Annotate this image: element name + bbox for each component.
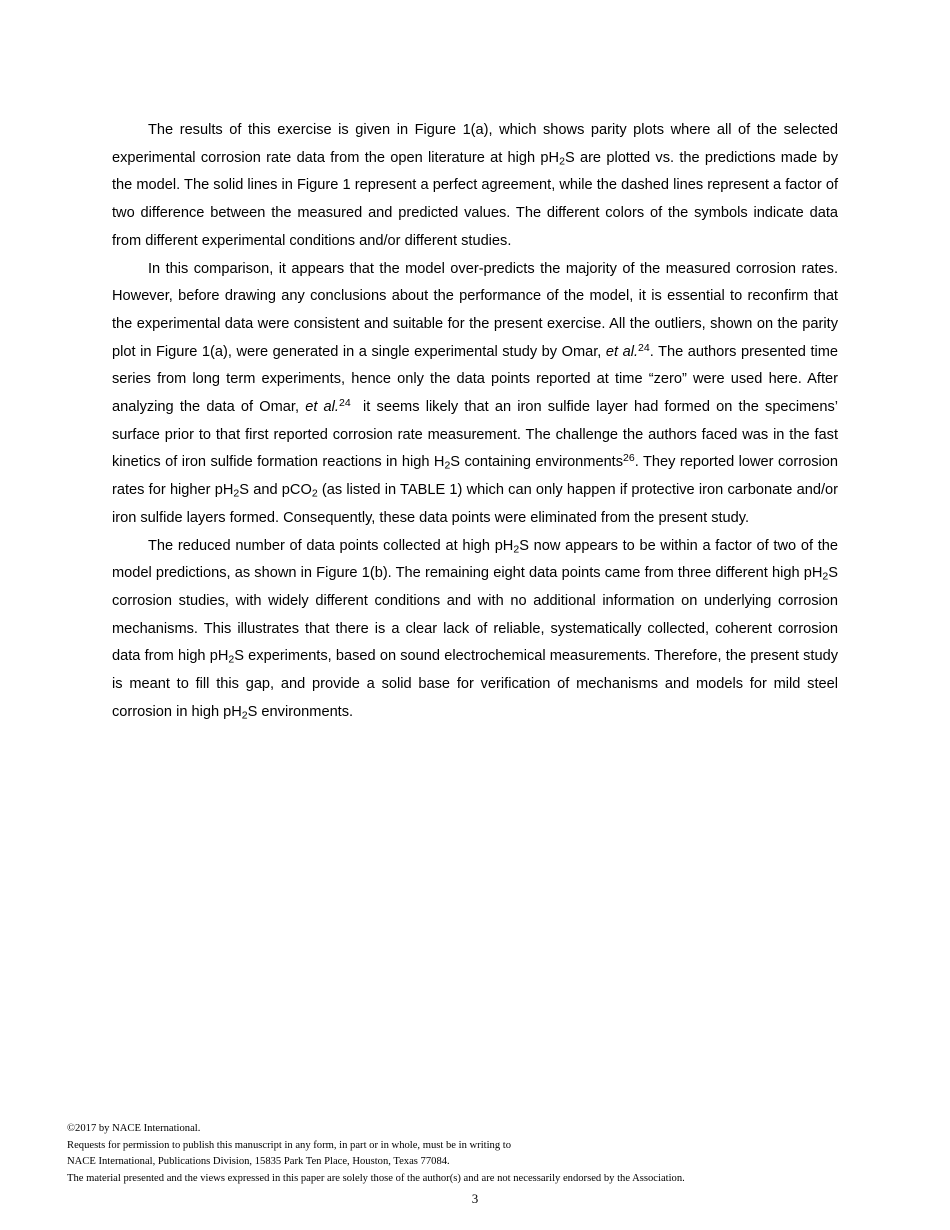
paragraph-3: The reduced number of data points collected at high $pH_2S$ now appears to be within a factor of two of the model predictions, as shown in Figure 1(b). The remaining eight data points came from three different high $pH_2S$ corrosion studies, with widely different conditions and with no additional information on underlying corrosion mechanisms. This illustrates that there is a clear lack of reliable, systematically collected, coherent corrosion data from high $pH_2S$ experiments, based on sound electrochemical measurements. Therefore, the present study is meant to fill this gap, and provide a solid base for verification of mechanisms and models for mild steel corrosion in high $pH_2S$ environments.: [112, 537, 838, 722]
paragraph-1: The results of this exercise is given in Figure 1(a), which shows parity plots where all of the selected experimental corrosion rate data from the open literature at high $pH_2S$ are plotted vs. the predictions made by the model. The solid lines in Figure 1 represent a perfect agreement, while the dashed lines represent a factor of two difference between the measured and predicted values. The different colors of the symbols indicate data from different experimental conditions and/or different studies.: [112, 122, 838, 249]
page-footer: [67, 1121, 887, 1187]
copyright-notice: ©2017 by NACE International.: [67, 1123, 201, 1134]
permission-notice: Requests for permission to publish this manuscript in any form, in part or in whole, must be in writing to: [67, 1139, 512, 1151]
citation-ref: 24: [338, 396, 351, 409]
body-text: [112, 117, 843, 726]
page-number: 3: [471, 1191, 479, 1206]
disclaimer: The material presented and the views expressed in this paper are solely those of the author(s) and are not necessarily endorsed by the Association.: [67, 1172, 685, 1184]
citation-ref: 24: [638, 341, 650, 354]
publisher-address: NACE International, Publications Division, 15835 Park Ten Place, Houston, Texas 77084.: [67, 1156, 450, 1167]
paragraph-2: In this comparison, it appears that the model over-predicts the majority of the measured corrosion rates. However, before drawing any conclusions about the performance of the model, it is essential to reconfirm that the experimental data were consistent and suitable for the present exercise. All the outliers, shown on the parity plot in Figure 1(a), were generated in a single experimental study by Omar, et al.$^{24}$. The authors presented time series from long term experiments, hence only the data points reported at time “zero” were used here. After analyzing the data of Omar, et al.$^{24}$ it seems likely that an iron sulfide layer had formed on the specimens’ surface prior to that first reported corrosion rate measurement. The challenge the authors faced was in the fast kinetics of iron sulfide formation reactions in high $H_2S$ containing environments$^{26}$. They reported lower corrosion rates for higher $pH_2S$ and pCO$_2$ (as listed in TABLE 1) which can only happen if protective iron carbonate and/or iron sulfide layers formed. Consequently, these data points were eliminated from the present study.: [112, 260, 843, 526]
citation-ref: 26: [623, 452, 635, 465]
